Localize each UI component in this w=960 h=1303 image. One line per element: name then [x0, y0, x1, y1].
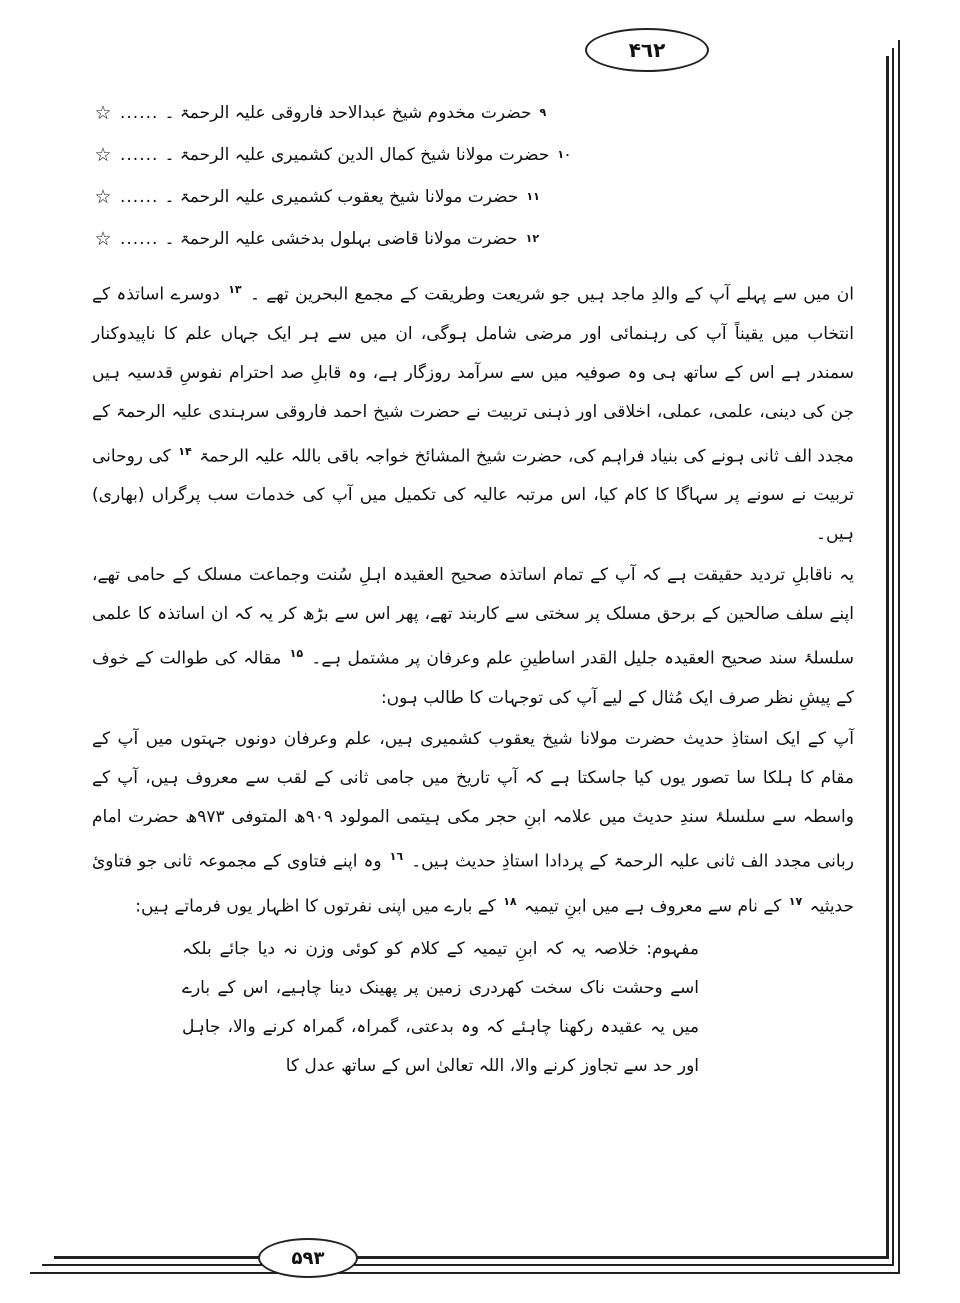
paragraph-text: مقالہ کی طوالت کے خوف کے پیشِ نظر صرف ایک مُثال کے لیے آپ کی توجہات کا طالب ہوں: — [92, 648, 854, 708]
footnote-marker: ۱۴ — [178, 444, 192, 458]
star-icon: ☆ — [94, 102, 112, 124]
block-quote: مفہوم: خلاصہ یہ کہ ابنِ تیمیہ کے کلام کو کوئی وزن نہ دیا جائے بلکہ اسے وحشت ناک سخت کھردری زمین پر پھینک دینا چاہیے، اس کے بارے میں یہ عقیدہ رکھنا چاہئے کہ وہ بدعتی، گمراہ، گمراہ کرنے والا، جاہل اور حد سے تجاوز کرنے والا، اللہ تعالیٰ اس کے ساتھ عدل کا — [182, 939, 699, 1077]
paragraph-text: ان میں سے پہلے آپ کے والدِ ماجد ہیں جو شریعت وطریقت کے مجمع البحرین تھے ۔ — [249, 284, 855, 305]
paragraph-text: آپ کے ایک استاذِ حدیث حضرت مولانا شیخ یعقوب کشمیری ہیں، علم وعرفان دونوں جہتوں میں آپ کے مقام کا ہلکا سا تصور یوں کیا جاسکتا ہے کہ آپ تاریخ میں جامی ثانی کے لقب سے معروف ہیں، آپ کے واسطہ سے سلسلۂ سندِ حدیث میں علامہ ابنِ حجر مکی ہیتمی المولود ۹۰۹ھ المتوفی ۹۷۳ھ حضرت امام ربانی مجدد الف ثانی علیہ الرحمۃ کے پردادا استاذِ حدیث ہیں۔ — [92, 728, 854, 872]
leader-dots: ...... — [120, 103, 159, 123]
paragraph-creed — [92, 556, 854, 718]
paragraph-text: یہ ناقابلِ تردید حقیقت ہے کہ آپ کے تمام اساتذہ صحیح العقیدہ اہلِ سُنت وجماعت مسلک کے حامی تھے، اپنے سلف صالحین کے برحق مسلک پر سختی سے کاربند تھے، پھر اس سے بڑھ کر یہ کہ ان اساتذہ کا علمی سلسلۂ سند صحیح العقیدہ جلیل القدر اساطینِ علم وعرفان پر مشتمل ہے۔ — [92, 565, 854, 669]
star-icon: ☆ — [94, 144, 112, 166]
paragraph-text: کے نام سے معروف ہے میں ابنِ تیمیہ — [524, 896, 782, 917]
footnote-marker: ۱۳ — [228, 283, 242, 296]
footnote-marker: ۹ — [539, 106, 547, 119]
list-item — [92, 92, 854, 134]
footnote-marker: ۱۱ — [526, 190, 540, 203]
list-item — [92, 134, 854, 176]
star-icon: ☆ — [94, 186, 112, 208]
list-item — [92, 176, 854, 218]
page-number-bottom: ۵۹۳ — [258, 1238, 358, 1278]
page-number-top: ۴٦۲ — [585, 28, 709, 72]
leader-dots: ...... — [120, 145, 159, 165]
footnote-marker: ۱۰ — [557, 148, 571, 161]
list-item-text: حضرت مخدوم شیخ عبدالاحد فاروقی علیہ الرحمۃ ۔ — [164, 103, 532, 123]
footnote-marker: ۱۷ — [788, 894, 803, 908]
paragraph-yaqub — [92, 720, 854, 926]
list-item — [92, 218, 854, 260]
list-item-text: حضرت مولانا قاضی بہلول بدخشی علیہ الرحمۃ ۔ — [164, 229, 518, 249]
leader-dots: ...... — [120, 229, 159, 249]
paragraph-text: کے بارے میں اپنی نفرتوں کا اظہار یوں فرماتے ہیں: — [135, 896, 496, 917]
footnote-marker: ۱٦ — [389, 849, 404, 863]
list-item-text: حضرت مولانا شیخ کمال الدین کشمیری علیہ الرحمۃ ۔ — [164, 145, 550, 165]
paragraph-text: وہ اپنے فتاوی کے مجموعہ ثانی جو فتاوئ حدیثیہ — [92, 851, 854, 917]
page-content — [92, 92, 854, 1086]
names-list — [92, 92, 854, 260]
footnote-marker: ۱۵ — [289, 647, 304, 661]
paragraph-text: دوسرے اساتذہ کے انتخاب میں یقیناً آپ کی رہنمائی اور مرضی شامل ہوگی، ان میں سے ہر ایک جہاں علم کا ناپیدوکنار سمندر ہے اس کے ساتھ ہی وہ صوفیہ میں سے سرآمد روزگار ہے، وہ قابلِ صد احترام نفوسِ قدسیہ ہیں جن کی دینی، علمی، عملی، اخلاقی اور ذہنی تربیت نے حضرت شیخ احمد فاروقی سرہندی علیہ الرحمۃ کے مجدد الف ثانی ہونے کی بنیاد فراہم کی، حضرت شیخ المشائخ خواجہ باقی باللہ علیہ الرحمۃ — [92, 284, 854, 467]
footnote-marker: ۱۸ — [503, 894, 517, 908]
paragraph-teachers — [92, 270, 854, 554]
star-icon: ☆ — [94, 228, 112, 250]
footnote-marker: ۱۲ — [525, 232, 540, 245]
leader-dots: ...... — [120, 187, 159, 207]
paragraph-text: کی روحانی تربیت نے سونے پر سہاگا کا کام کیا، اس مرتبہ عالیہ کی تکمیل میں آپ کی خدمات سب پرگراں (بھاری) ہیں۔ — [92, 446, 854, 545]
list-item-text: حضرت مولانا شیخ یعقوب کشمیری علیہ الرحمۃ ۔ — [164, 187, 519, 207]
